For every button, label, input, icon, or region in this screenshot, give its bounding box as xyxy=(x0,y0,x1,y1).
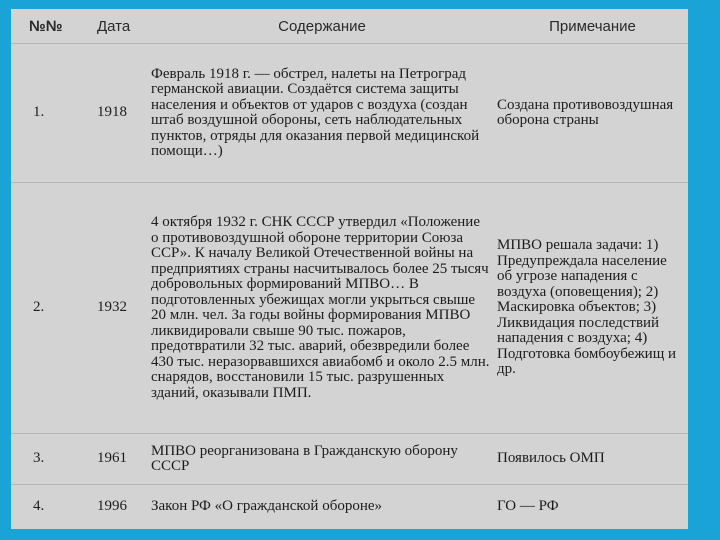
row-note: ГО — РФ xyxy=(497,485,688,530)
row-date: 1961 xyxy=(93,434,147,485)
row-number: 2. xyxy=(11,183,93,434)
row-content: Февраль 1918 г. — обстрел, налеты на Петроград германской авиации. Создаётся система защиты населения и объектов от ударов с воздуха (создан штаб воздушной обороны, сеть наблюдательных пунктов, отряды для оказания первой медицинской помощи…) xyxy=(147,44,497,183)
table-header-row xyxy=(11,9,688,44)
row-note: Создана противовоздушная оборона страны xyxy=(497,44,688,183)
row-number: 4. xyxy=(11,485,93,530)
row-date: 1932 xyxy=(93,183,147,434)
table-row xyxy=(11,183,688,434)
row-content: 4 октября 1932 г. СНК СССР утвердил «Положение о противовоздушной обороне территории Союза ССР». К началу Великой Отечественной войны на предприятиях страны насчитывалось более 25 тысяч добровольных формирований МПВО… В подготовленных убежищах могли укрыться свыше 20 млн. чел. За годы войны формирования МПВО ликвидировали свыше 90 тыс. пожаров, предотвратили 32 тыс. аварий, обезвредили более 430 тыс. неразорвавшихся авиабомб и около 2.5 млн. снарядов, восстановили 15 тыс. разрушенных зданий, оказывали ПМП. xyxy=(147,183,497,434)
header-date: Дата xyxy=(97,17,131,35)
row-date: 1996 xyxy=(93,485,147,530)
row-number: 1. xyxy=(11,44,93,183)
row-note: МПВО решала задачи: 1) Предупреждала население об угрозе нападения с воздуха (оповещения); 2) Маскировка объектов; 3) Ликвидация последствий нападения с воздуха; 4) Подготовка бомбоубежищ и др. xyxy=(497,183,688,434)
row-number: 3. xyxy=(11,434,93,485)
header-number: №№ xyxy=(29,17,63,35)
history-table xyxy=(11,9,688,529)
table-row xyxy=(11,485,688,530)
table-row xyxy=(11,44,688,183)
header-note: Примечание xyxy=(549,17,636,35)
row-note: Появилось ОМП xyxy=(497,434,688,485)
header-content: Содержание xyxy=(278,17,366,35)
row-content: Закон РФ «О гражданской обороне» xyxy=(147,485,497,530)
row-date: 1918 xyxy=(93,44,147,183)
document-page xyxy=(11,9,688,529)
table-row xyxy=(11,434,688,485)
row-content: МПВО реорганизована в Гражданскую оборону СССР xyxy=(147,434,497,485)
